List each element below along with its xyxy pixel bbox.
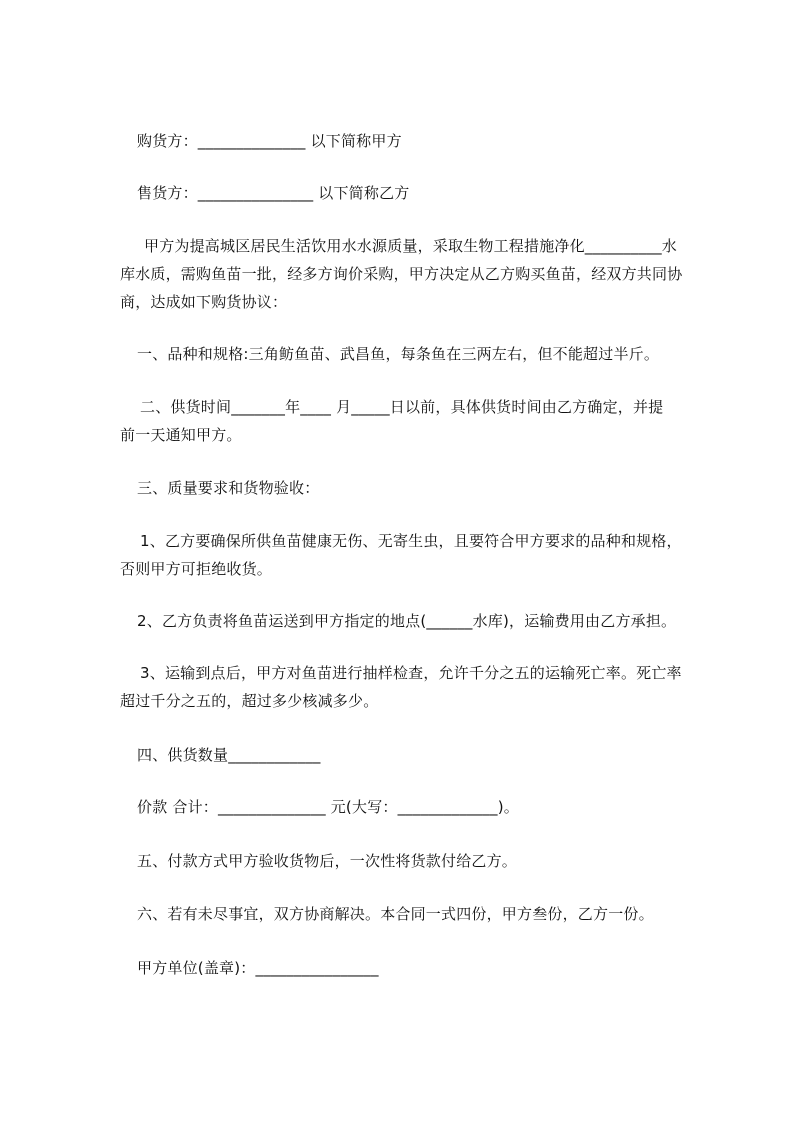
seller-line: 售货方：_______________ 以下简称乙方 xyxy=(137,184,410,202)
clause-3-1-line-2: 否则甲方可拒绝收货。 xyxy=(120,560,273,578)
clause-3-2: 2、乙方负责将鱼苗运送到甲方指定的地点(______水库)，运输费用由乙方承担。 xyxy=(137,612,677,630)
clause-2-line-2: 前一天通知甲方。 xyxy=(120,426,242,444)
buyer-line: 购货方：______________ 以下简称甲方 xyxy=(137,132,402,150)
party-a-seal-line: 甲方单位(盖章)：________________ xyxy=(137,959,379,977)
clause-3-1-line-1: 1、乙方要确保所供鱼苗健康无伤、无寄生虫，且要符合甲方要求的品种和规格， xyxy=(140,532,682,550)
clause-5: 五、付款方式甲方验收货物后，一次性将货款付给乙方。 xyxy=(137,852,518,870)
clause-4: 四、供货数量____________ xyxy=(137,746,321,764)
clause-3-title: 三、质量要求和货物验收： xyxy=(137,479,320,497)
clause-1: 一、品种和规格:三角鲂鱼苗、武昌鱼，每条鱼在三两左右，但不能超过半斤。 xyxy=(137,345,660,363)
intro-line-3: 商，达成如下购货协议： xyxy=(120,293,288,311)
clause-3-3-line-1: 3、运输到点后，甲方对鱼苗进行抽样检查，允许千分之五的运输死亡率。死亡率 xyxy=(140,664,682,682)
clause-6: 六、若有未尽事宜，双方协商解决。本合同一式四份，甲方叁份，乙方一份。 xyxy=(137,905,654,923)
clause-2-line-1: 二、供货时间_______年____ 月_____日以前，具体供货时间由乙方确定，并提 xyxy=(140,398,664,416)
clause-3-3-line-2: 超过千分之五的，超过多少核减多少。 xyxy=(120,692,379,710)
price-line: 价款 合计：______________ 元(大写：_____________)。 xyxy=(137,798,519,816)
intro-line-2: 库水质，需购鱼苗一批，经多方询价采购，甲方决定从乙方购买鱼苗，经双方共同协 xyxy=(120,265,683,283)
intro-line-1: 甲方为提高城区居民生活饮用水水源质量，采取生物工程措施净化__________水 xyxy=(144,237,678,255)
